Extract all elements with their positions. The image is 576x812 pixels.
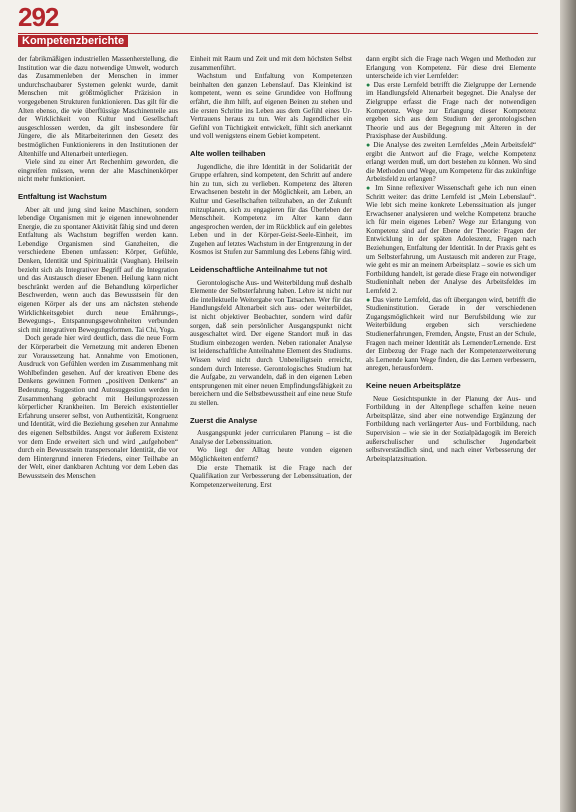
body-paragraph: Neue Gesichtspunkte in der Planung der Aus- und Fortbildung in der Altenpflege schaffen keine neuen Arbeitsplätze, sind aber eine notwendige Ergänzung der Fortbildung nach verlängerter Aus- und Fortbildung, nach Supervision – wie sie in der Sozialpädagogik im Bereich außerschulischer und schulischer Jugendarbeit selbstverständlich sind, und nach einer Verbesserung der Arbeitsplatzsituation. <box>366 394 536 463</box>
bullet-icon: ● <box>366 80 374 89</box>
body-paragraph: Gerontologische Aus- und Weiterbildung muß deshalb Elemente der Selbsterfahrung haben. Lehre ist nicht nur die intellektuelle Weitergabe von Tatsachen. Wer für das Handlungsfeld Altenarbeit sich aus- oder weiterbildet, ist nicht objektiver Beobachter, sondern wird dafür sorgen, daß sein persönlicher Ausgangspunkt nicht ausgeschaltet wird. Der eigene Standort muß in das Studium einbezogen werden. Neben rationaler Analyse ist leidenschaftliche Anteilnahme Element des Studiums. Wissen wird nicht durch Unbeteiligtsein erreicht, sondern durch Interesse. Gerontologisches Studium hat die Aufgabe, zu verwandeln, daß in den eigenen Leben entsprungenen mit einer neuen Empfindungsfähigkeit zu bereichern und die Selbstbewusstheit auf eine neue Stufe zu stellen. <box>190 278 352 407</box>
body-paragraph: Ausgangspunkt jeder curricularen Planung – ist die Analyse der Lebenssituation. <box>190 429 352 446</box>
bullet-paragraph <box>366 81 536 141</box>
subheading: Alte wollen teilhaben <box>190 148 266 158</box>
bullet-paragraph <box>366 296 536 373</box>
bullet-text: Im Sinne reflexiver Wissenschaft gehe ich nun einen Schritt weiter: das dritte Lernfeld ist „Mein Lebenslauf“. Wie lebt sich meine konkrete Lebenssituation als junger Erwachsener analysieren und welche Kompetenz brauche ich für mein eigenes Leben? Wege zur Erlangung von Kompetenz sind auf der Ebene der Theorie: Fragen der Entwicklung in der späten Adoleszenz, Fragen nach Beziehungen, Entfaltung der Identität. In der Praxis geht es um Selbsterfahrung, um Austausch mit anderen zur Frage, wie geht es mir an meinem Arbeitsplatz – sowie es sich um Fortbildung handelt, ist gerade diese Frage ein notwendiger Studieninhalt neben der Analyse des Arbeitsfeldes im Lernfeld 2. <box>366 183 536 296</box>
bullet-icon: ● <box>366 295 373 304</box>
text-column-3 <box>366 55 536 807</box>
subheading: Entfaltung ist Wachstum <box>18 191 107 201</box>
bullet-paragraph <box>366 141 536 184</box>
bullet-text: Das erste Lernfeld betrifft die Zielgruppe der Lernende im Handlungsfeld Altenarbeit begegnet. Die Analyse der Zielgruppe erfasst die Frage nach der notwendigen Kompetenz. Wege zur Erlangung dieser Kompetenz ergeben sich aus dem Studium der gerontologischen Theorie und aus der Begegnung mit Älteren in der Praxisphase der Ausbildung. <box>366 80 536 141</box>
body-paragraph: Viele sind zu einer Art Rechenhirn geworden, die eingreifen müssen, wenn der alte Maschinenkörper nicht mehr funktioniert. <box>18 158 178 184</box>
page-gutter-shadow <box>560 0 576 812</box>
text-column-1 <box>18 55 178 807</box>
bullet-text: Das vierte Lernfeld, das oft übergangen wird, betrifft die Studieninstitution. Gerade in der verschiedenen Zugangsmöglichkeit wird nur Berufsbildung wie zur Weiterbildung ergeben sich verschiedene Studienerfahrungen, Fremden, Ängste, Frust an der Schule, Fragen nach meiner Identität als Lernender/Lernende. Erst der Einbezug der Frage nach der Kompetenzerweiterung als Lernende kann Wege finden, die das Lernen verbessern, anregen, herausfordern. <box>366 295 536 373</box>
body-paragraph: Aber alt und jung sind keine Maschinen, sondern lebendige Organismen mit je eigenen innewohnender Energie, die zu spontaner Aktivität fähig sind und deren Entfaltung als Wachstum begriffen werden kann. Lebendige Organismen sind Ganzheiten, die verschiedene Ebenen umfassen: Körper, Gefühle, Denken, Identität und Spiritualität (Vaughan). Heilsein bezieht sich als Integrativer Begriff auf die Integration und das Austausch dieser Ebenen. Heilung kann nicht beschränkt werden auf die Behandlung körperlicher Beschwerden, wenn auch das Bewusstsein für den eigenen Körper als der uns am nächsten stehende Wirklichkeitsgebiet durch neue Ernährungs-, Bewegungs-, Entspannungsgewohnheiten verbunden sich mit integrativen Bewegungsformen. Tai Chi, Yoga. <box>18 205 178 334</box>
section-title: Kompetenzberichte <box>18 35 128 47</box>
text-column-2 <box>190 55 352 807</box>
body-paragraph: Jugendliche, die ihre Identität in der Solidarität der Gruppe erfahren, sind kompetent, den Schritt auf andere hin zu tun, sich zu verlieben. Kompetenz des älteren Erwachsenen besteht in der Möglichkeit, am Leben, an Kultur und Gesellschaften teilzuhaben, an der Zukunft mitzuplanen, sich zu engagieren für das Überleben der Menschheit. Kompetenz im Alter kann dann angesprochen werden, der im Rückblick auf ein gelebtes Leben und in der Körper-Geist-Seele-Einheit, im Zugehen auf letztes Wachstum in der Entgrenzung in der Kosmos ist Stufen zur Sammlung des Lebens fähig wird. <box>190 162 352 257</box>
bullet-icon: ● <box>366 140 374 149</box>
bullet-text: Die Analyse des zweiten Lernfeldes „Mein Arbeitsfeld“ ergibt die Antwort auf die Frage, welche Kompetenz erlangt werden muß, um dort bestehen zu können. Wo sind die Methoden und Wege, um Kompetenz für das zukünftige Arbeitsfeld zu erlangen? <box>366 140 536 184</box>
bullet-paragraph <box>366 184 536 296</box>
body-paragraph: Einheit mit Raum und Zeit und mit dem höchsten Selbst zusammenführt. <box>190 55 352 72</box>
body-paragraph: der fabrikmäßigen industriellen Massenherstellung, die Institution war die dazu notwendige Umwelt, wodurch das Zusammenleben der Menschen in immer undurchschaubarer Systemen gelenkt wurde, damit Menschen mit größtmöglicher Präzision in vorgegebenen Strukturen funktionieren. Das gilt für die Alten ebenso, die wie überflüssige Maschinenteile aus der Wirklichkeit von Kultur und Gesellschaft ausgeschlossen werden, da gilt insbesondere für Jüngere, die als Mitarbeiterinnen den Gesetz des bestmöglichen Funktionierens in den Institutionen der Altenhilfe und Altenarbeit unterliegen. <box>18 55 178 158</box>
subheading: Keine neuen Arbeitsplätze <box>366 380 461 390</box>
body-paragraph: Wachstum und Entfaltung von Kompetenzen beinhalten den ganzen Lebenslauf. Das Kleinkind ist kompetent, wenn es seine Grundidee von Hoffnung erfährt, die ihm hilft, auf eigenen Beinen zu stehen und die ersten Schritte ins Leben aus dem Gefühl eines Ur-Vertrauens heraus zu tun. Wer als Jugendlicher ein Gefühl von Tüchtigkeit entwickelt, fühlt sich anerkannt und voll wenigstens einem Gebiet kompetent. <box>190 72 352 141</box>
page-number: 292 <box>18 2 59 32</box>
subheading: Leidenschaftliche Anteilnahme tut not <box>190 265 328 275</box>
subheading: Zuerst die Analyse <box>190 415 258 425</box>
body-paragraph: Die erste Thematik ist die Frage nach der Qualifikation zur Verbesserung der Lebenssituation, der Kompetenzerweiterung. Erst <box>190 463 352 489</box>
body-paragraph: Doch gerade hier wird deutlich, dass die neue Form der Körperarbeit die Vernetzung mit anderen Ebenen zur Voraussetzung hat. Annahme von Emotionen, Ausdruck von Gefühlen werden im Zusammenhang mit Wohlbefinden gesehen. Auf der kreativen Ebene des Denkens gewinnen Formen „positiven Denkens“ an Bedeutung. Suggestion und Autosuggestion werden in Zusammenhang gebracht mit Heilungsprozessen körperlicher Krankheiten. Im Bereich existentieller Erfahrung unserer selbst, von Authentizität, Kongruenz und Identität, wird die Beziehung gesehen zur Annahme des eigenen Selbstbildes. Angst vor äußerem Existenz vor dem Ende erweitert sich und wird „aufgehoben“ durch ein Bewusstsein transpersonaler Identität, die vor dem Hintergrund inneren Friedens, einer Teilhabe an der Welt, einer dankbaren Achtung vor dem Leben das Bewusstsein des Menschen <box>18 334 178 480</box>
body-paragraph: Wo liegt der Alltag heute vonden eigenen Möglichkeiten entfernt? <box>190 446 352 463</box>
body-paragraph: dann ergibt sich die Frage nach Wegen und Methoden zur Erlangung von Kompetenz. Für diese drei Elemente unterscheide ich vier Lernfelder: <box>366 55 536 81</box>
bullet-icon: ● <box>366 183 376 192</box>
